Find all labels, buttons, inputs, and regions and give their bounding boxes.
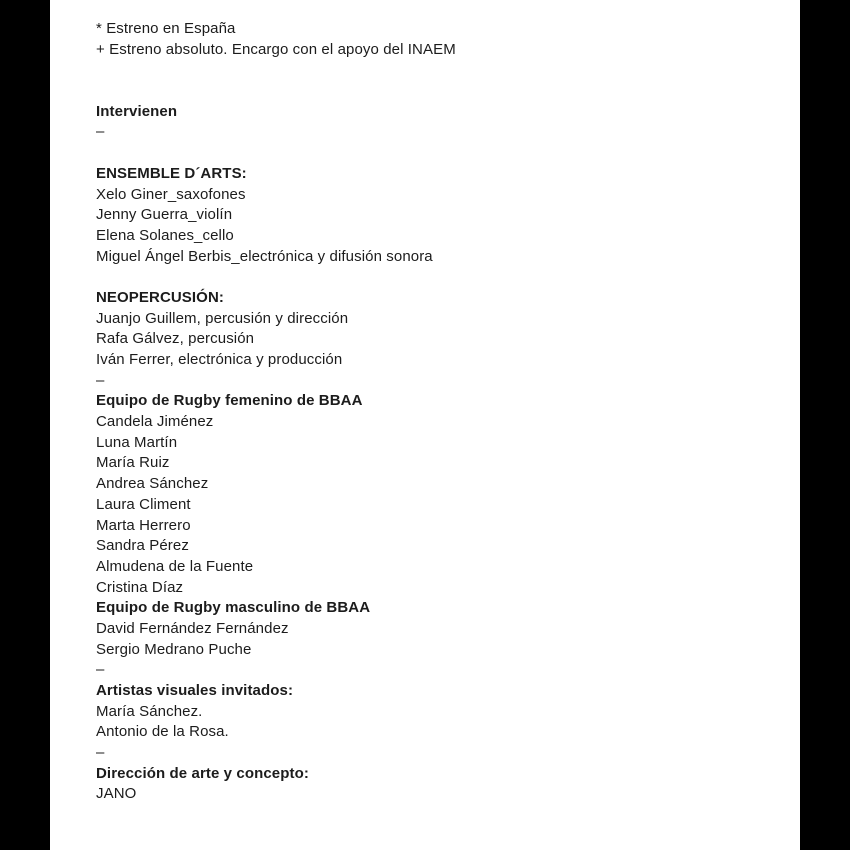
rugby-femenino-member: María Ruiz	[96, 454, 170, 472]
rugby-masculino-member: David Fernández Fernández	[96, 619, 289, 637]
separator-dash: –	[96, 744, 105, 762]
neopercusion-member: Iván Ferrer, electrónica y producción	[96, 351, 343, 369]
ensemble-member: Jenny Guerra_violín	[96, 206, 233, 224]
rugby-femenino-member: Andrea Sánchez	[96, 475, 209, 493]
rugby-femenino-member: Candela Jiménez	[96, 413, 214, 431]
ensemble-member: Xelo Giner_saxofones	[96, 185, 246, 203]
neopercusion-member: Rafa Gálvez, percusión	[96, 330, 255, 348]
ensemble-member: Miguel Ángel Berbis_electrónica y difusión sonora	[96, 247, 433, 265]
separator-dash: –	[96, 123, 105, 141]
neopercusion-member: Juanjo Guillem, percusión y dirección	[96, 309, 349, 327]
ensemble-member: Elena Solanes_cello	[96, 226, 234, 244]
rugby-masculino-heading: Equipo de Rugby masculino de BBAA	[96, 599, 371, 617]
section-direccion-arte	[96, 743, 780, 805]
direccion-heading: Dirección de arte y concepto:	[96, 764, 309, 782]
rugby-femenino-member: Almudena de la Fuente	[96, 557, 254, 575]
artistas-heading: Artistas visuales invitados:	[96, 682, 294, 700]
left-page-margin-bar	[0, 0, 50, 850]
neopercusion-heading: NEOPERCUSIÓN:	[96, 288, 224, 306]
artista-invitado: María Sánchez.	[96, 702, 203, 720]
rugby-masculino-member: Sergio Medrano Puche	[96, 640, 252, 658]
rugby-femenino-member: Cristina Díaz	[96, 578, 184, 596]
premiere-note-spain: * Estreno en España	[96, 20, 236, 37]
artista-invitado: Antonio de la Rosa.	[96, 723, 229, 741]
rugby-femenino-heading: Equipo de Rugby femenino de BBAA	[96, 392, 363, 410]
section-ensemble	[96, 164, 780, 267]
section-rugby-femenino	[96, 371, 780, 599]
rugby-femenino-member: Marta Herrero	[96, 516, 191, 534]
rugby-femenino-member: Sandra Pérez	[96, 537, 189, 555]
premiere-note-absolute: + Estreno absoluto. Encargo con el apoyo del INAEM	[96, 40, 456, 58]
separator-dash: –	[96, 661, 105, 679]
rugby-femenino-member: Luna Martín	[96, 433, 178, 451]
section-rugby-masculino	[96, 598, 780, 660]
section-neopercusion	[96, 288, 780, 371]
section-artistas-visuales	[96, 660, 780, 743]
credits-document	[50, 0, 800, 850]
premiere-notes	[96, 19, 780, 60]
right-page-margin-bar	[800, 0, 850, 850]
participants-title: Intervienen	[96, 102, 178, 120]
ensemble-heading: ENSEMBLE D´ARTS:	[96, 164, 247, 182]
separator-dash: –	[96, 371, 105, 389]
rugby-femenino-member: Laura Climent	[96, 495, 191, 513]
direccion-member: JANO	[96, 785, 137, 803]
